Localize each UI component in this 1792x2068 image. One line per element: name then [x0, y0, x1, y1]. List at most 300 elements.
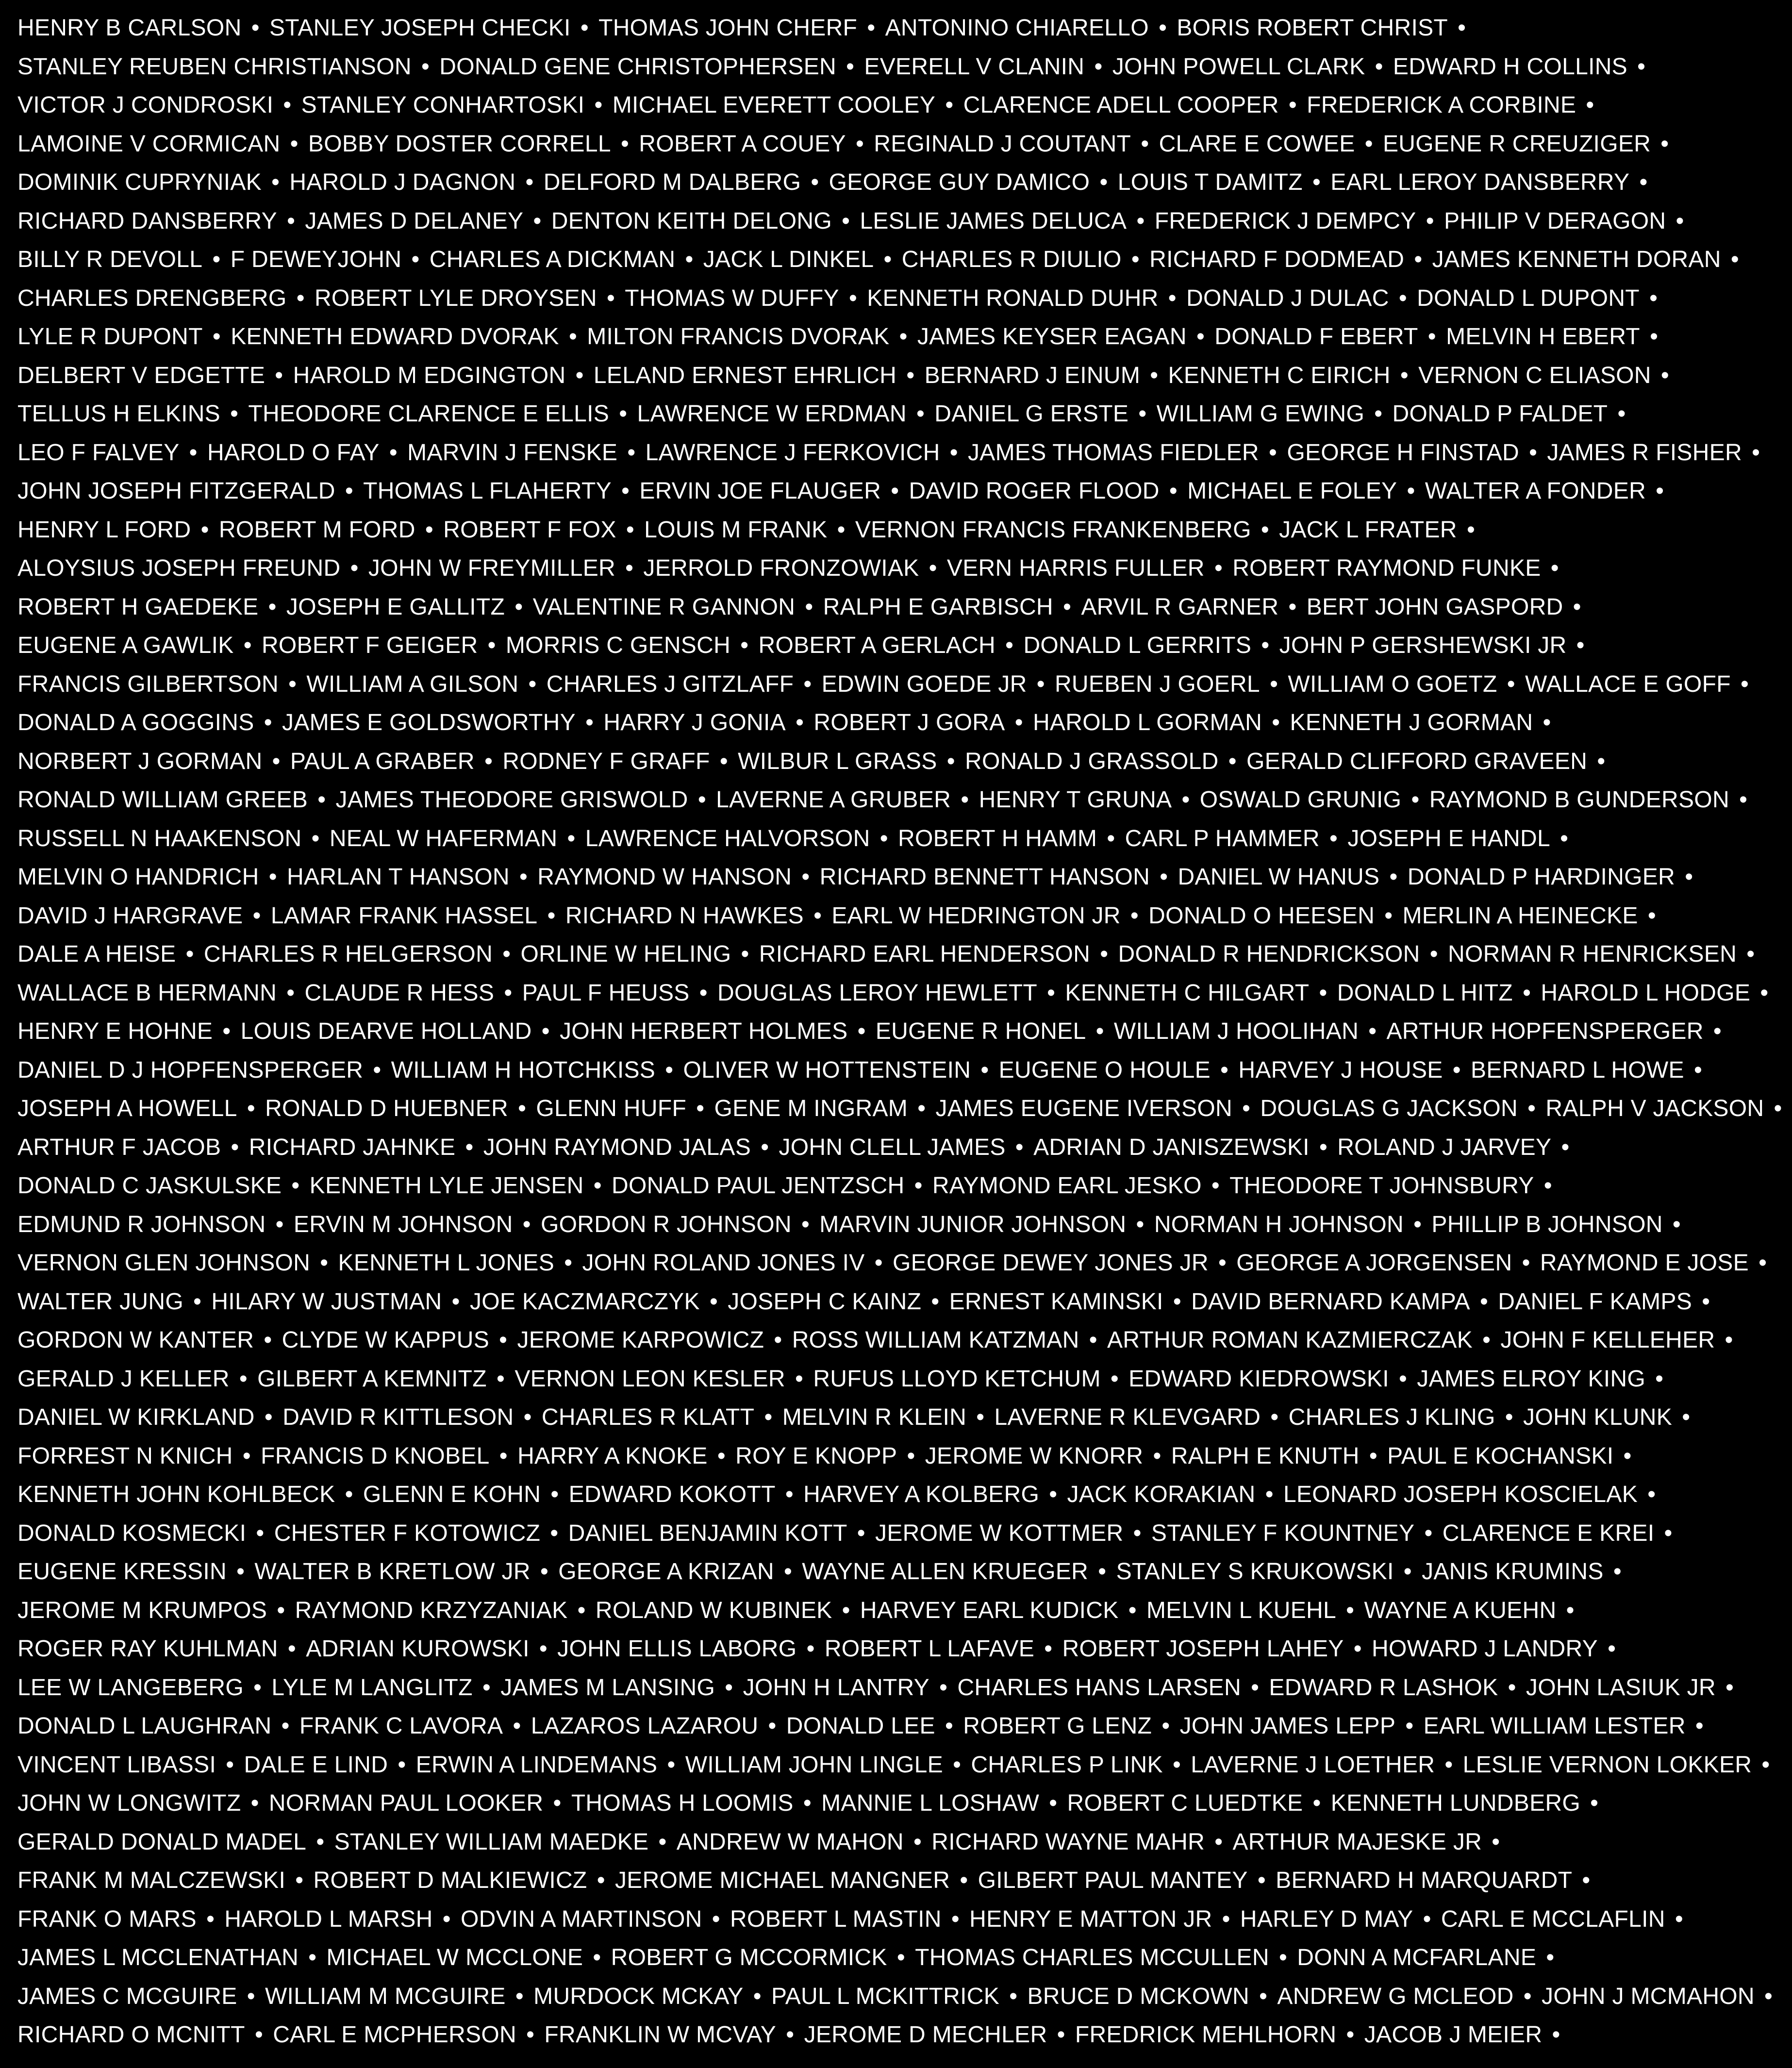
name-separator: • [1761, 1751, 1770, 1778]
name-separator: • [699, 980, 708, 1006]
name-separator: • [1374, 401, 1383, 427]
name-separator: • [1063, 594, 1072, 620]
engraved-name: HOWARD J LANDRY [1372, 1636, 1598, 1662]
name-row [17, 1900, 1683, 1939]
name-separator: • [593, 1945, 601, 1970]
name-separator: • [1036, 671, 1045, 697]
name-separator: • [389, 439, 398, 466]
engraved-name: DONALD PAUL JENTZSCH [612, 1173, 905, 1199]
engraved-name: RODNEY F GRAFF [502, 748, 710, 774]
engraved-name: ROBERT H HAMM [897, 825, 1097, 851]
name-separator: • [1133, 1520, 1142, 1546]
name-separator: • [1044, 1636, 1053, 1662]
name-separator: • [504, 980, 513, 1006]
name-separator: • [320, 1250, 329, 1276]
name-row [17, 1283, 1710, 1321]
name-row [17, 1707, 1704, 1746]
name-separator: • [275, 362, 283, 388]
name-separator: • [1098, 1559, 1107, 1584]
name-separator: • [268, 864, 277, 890]
engraved-name: PAUL A GRABER [290, 748, 475, 774]
name-separator: • [264, 1327, 272, 1353]
engraved-name: KENNETH C EIRICH [1168, 362, 1391, 388]
name-separator: • [753, 1983, 762, 2009]
engraved-name: JERROLD FRONZOWIAK [643, 555, 919, 581]
engraved-name: EDWARD KOKOTT [568, 1482, 776, 1507]
name-separator: • [1211, 1173, 1220, 1199]
engraved-name: DANIEL D J HOPFENSPERGER [17, 1057, 364, 1083]
engraved-name: ROBERT JOSEPH LAHEY [1062, 1636, 1344, 1662]
name-separator: • [226, 1751, 234, 1778]
name-separator: • [1675, 1906, 1683, 1932]
engraved-name: WALTER JUNG [17, 1288, 183, 1315]
name-row [17, 1630, 1616, 1668]
name-separator: • [1760, 980, 1769, 1006]
engraved-name: ROLAND J JARVEY [1337, 1134, 1552, 1160]
engraved-name: MARVIN J FENSKE [407, 439, 618, 466]
engraved-name: JAMES C MCGUIRE [17, 1983, 237, 2009]
engraved-name: WILLIAM O GOETZ [1288, 671, 1497, 697]
engraved-name: VALENTINE R GANNON [532, 594, 796, 620]
name-separator: • [283, 92, 292, 118]
name-separator: • [513, 1713, 521, 1739]
name-row [17, 1475, 1656, 1514]
engraved-name: WILLIAM JOHN LINGLE [685, 1751, 943, 1778]
name-separator: • [1573, 594, 1581, 620]
engraved-name: GEORGE DEWEY JONES JR [892, 1250, 1209, 1276]
name-separator: • [308, 1945, 317, 1970]
engraved-name: RUFUS LLOYD KETCHUM [813, 1366, 1101, 1392]
name-separator: • [425, 517, 433, 543]
engraved-name: EVERELL V CLANIN [864, 53, 1085, 80]
name-separator: • [857, 1018, 866, 1044]
name-separator: • [1752, 439, 1760, 466]
name-separator: • [1523, 1983, 1532, 2009]
name-separator: • [1552, 2022, 1560, 2048]
name-separator: • [1222, 1906, 1230, 1932]
name-separator: • [740, 633, 749, 658]
engraved-name: ERNEST KAMINSKI [949, 1288, 1163, 1315]
engraved-name: JOHN ELLIS LABORG [557, 1636, 797, 1662]
engraved-name: OSWALD GRUNIG [1199, 787, 1402, 813]
engraved-name: RUSSELL N HAAKENSON [17, 825, 302, 851]
engraved-name: DONALD L DUPONT [1417, 285, 1640, 311]
engraved-name: CHARLES A DICKMAN [429, 247, 676, 272]
engraved-name: DANIEL BENJAMIN KOTT [568, 1520, 847, 1546]
name-separator: • [1312, 1790, 1321, 1816]
name-separator: • [268, 594, 277, 620]
name-separator: • [774, 1327, 782, 1353]
name-separator: • [1413, 1211, 1422, 1237]
name-separator: • [1429, 941, 1438, 967]
name-separator: • [1161, 1713, 1170, 1739]
engraved-name: WILLIAM G EWING [1156, 401, 1365, 427]
engraved-name: RICHARD WAYNE MAHR [931, 1829, 1205, 1855]
name-row [17, 1938, 1595, 1977]
engraved-name: STANLEY CONHARTOSKI [301, 92, 585, 118]
engraved-name: FRANK O MARS [17, 1906, 197, 1932]
engraved-name: HAROLD O FAY [207, 439, 380, 466]
name-separator: • [1288, 92, 1297, 118]
name-separator: • [291, 1173, 300, 1199]
name-separator: • [1407, 478, 1415, 504]
name-row [17, 1746, 1770, 1784]
engraved-name: THOMAS CHARLES MCCULLEN [915, 1945, 1269, 1970]
name-separator: • [621, 131, 630, 157]
name-row [17, 1012, 1722, 1051]
name-row [17, 858, 1693, 897]
engraved-name: PAUL E KOCHANSKI [1387, 1443, 1614, 1469]
engraved-name: DALE E LIND [244, 1751, 388, 1778]
engraved-name: HARVEY J HOUSE [1238, 1057, 1443, 1083]
name-separator: • [1128, 1597, 1137, 1623]
name-separator: • [1566, 1597, 1575, 1623]
name-separator: • [1107, 825, 1115, 851]
name-separator: • [398, 1751, 406, 1778]
name-separator: • [594, 92, 603, 118]
engraved-name: JOHN CLELL JAMES [779, 1134, 1006, 1160]
name-row [17, 163, 1648, 202]
engraved-name: HENRY E HOHNE [17, 1018, 213, 1044]
name-separator: • [914, 1173, 923, 1199]
engraved-name: DALE A HEISE [17, 941, 176, 967]
engraved-name: LAWRENCE W ERDMAN [637, 401, 907, 427]
name-row [17, 279, 1658, 318]
name-separator: • [1150, 362, 1159, 388]
name-separator: • [575, 362, 584, 388]
engraved-name: FRANK C LAVORA [299, 1713, 503, 1739]
name-row [17, 1128, 1595, 1167]
name-separator: • [1523, 980, 1531, 1006]
name-separator: • [253, 1674, 262, 1701]
name-separator: • [621, 478, 630, 504]
name-separator: • [1346, 1597, 1355, 1623]
engraved-name: MELVIN O HANDRICH [17, 864, 259, 890]
engraved-name: ROBERT C LUEDTKE [1067, 1790, 1303, 1816]
engraved-name: JOHN H LANTRY [743, 1674, 929, 1701]
name-separator: • [761, 1134, 769, 1160]
name-separator: • [1269, 439, 1278, 466]
name-separator: • [1730, 247, 1740, 272]
engraved-name: EUGENE O HOULE [998, 1057, 1211, 1083]
name-row [17, 974, 1769, 1013]
name-row [17, 1437, 1632, 1476]
engraved-name: LEE W LANGEBERG [17, 1674, 244, 1701]
engraved-name: DOMINIK CUPRYNIAK [17, 169, 262, 195]
engraved-name: CHARLES P LINK [971, 1751, 1163, 1778]
engraved-name: WAYNE A KUEHN [1364, 1597, 1557, 1623]
engraved-name: JAMES L MCCLENATHAN [17, 1945, 299, 1970]
engraved-name: LEO F FALVEY [17, 439, 180, 466]
engraved-name: HAROLD L GORMAN [1032, 710, 1262, 735]
name-separator: • [1214, 555, 1223, 581]
engraved-name: JAMES KENNETH DORAN [1432, 247, 1721, 272]
name-separator: • [1160, 864, 1168, 890]
name-separator: • [247, 1983, 255, 2009]
engraved-name: RAYMOND EARL JESKO [932, 1173, 1202, 1199]
engraved-name: JOHN W FREYMILLER [368, 555, 615, 581]
engraved-name: JEROME KARPOWICZ [517, 1327, 764, 1353]
name-row [17, 1167, 1595, 1205]
name-separator: • [1173, 1288, 1181, 1315]
engraved-name: GERALD J KELLER [17, 1366, 230, 1392]
name-row [17, 742, 1606, 781]
engraved-name: JAMES EUGENE IVERSON [935, 1096, 1232, 1121]
name-separator: • [1414, 247, 1423, 272]
engraved-name: JEROME W KOTTMER [875, 1520, 1124, 1546]
engraved-name: MANNIE L LOSHAW [821, 1790, 1040, 1816]
name-separator: • [252, 902, 261, 929]
name-separator: • [1466, 517, 1476, 543]
name-separator: • [254, 2022, 264, 2048]
engraved-name: BRUCE D MCKOWN [1027, 1983, 1249, 2009]
name-separator: • [1214, 1829, 1223, 1855]
engraved-name: STANLEY F KOUNTNEY [1151, 1520, 1415, 1546]
name-separator: • [1312, 169, 1321, 195]
engraved-name: ROBERT G LENZ [963, 1713, 1152, 1739]
name-separator: • [1014, 710, 1023, 735]
name-separator: • [350, 555, 359, 581]
engraved-name: EARL W HEDRINGTON JR [831, 902, 1121, 929]
engraved-name: HARLAN T HANSON [287, 864, 510, 890]
engraved-name: CHARLES J GITZLAFF [546, 671, 794, 697]
engraved-name: RALPH E GARBISCH [823, 594, 1053, 620]
name-separator: • [741, 941, 749, 967]
name-row [17, 1051, 1703, 1090]
name-separator: • [1482, 1327, 1491, 1353]
name-separator: • [497, 1366, 505, 1392]
name-separator: • [189, 439, 198, 466]
engraved-name: HARRY A KNOKE [517, 1443, 708, 1469]
name-separator: • [345, 478, 353, 504]
engraved-name: ROY E KNOPP [735, 1443, 897, 1469]
engraved-name: ROBERT J GORA [813, 710, 1005, 735]
name-separator: • [1110, 1366, 1119, 1392]
engraved-name: WILLIAM J HOOLIHAN [1113, 1018, 1359, 1044]
name-separator: • [1660, 362, 1669, 388]
name-separator: • [1130, 902, 1139, 929]
engraved-name: DANIEL W KIRKLAND [17, 1404, 255, 1430]
engraved-name: DONALD LEE [786, 1713, 935, 1739]
name-separator: • [1561, 1134, 1570, 1160]
engraved-name: THEODORE CLARENCE E ELLIS [248, 401, 610, 427]
name-separator: • [1136, 1211, 1145, 1237]
engraved-name: RONALD J GRASSOLD [965, 748, 1219, 774]
engraved-name: DENTON KEITH DELONG [551, 208, 832, 234]
engraved-name: CARL E MCPHERSON [273, 2022, 516, 2048]
name-separator: • [1319, 1134, 1328, 1160]
name-separator: • [514, 594, 523, 620]
engraved-name: JOSEPH E HANDL [1347, 825, 1550, 851]
name-separator: • [813, 902, 822, 929]
engraved-name: RICHARD F DODMEAD [1149, 247, 1405, 272]
engraved-name: RICHARD JAHNKE [249, 1134, 456, 1160]
engraved-name: DANIEL F KAMPS [1498, 1288, 1692, 1315]
name-row [17, 1861, 1595, 1900]
engraved-name: CHARLES HANS LARSEN [957, 1674, 1241, 1701]
engraved-name: PHILLIP B JOHNSON [1431, 1211, 1663, 1237]
name-separator: • [547, 902, 556, 929]
engraved-name: ROSS WILLIAM KATZMAN [792, 1327, 1079, 1353]
name-separator: • [1739, 787, 1748, 813]
name-separator: • [1582, 1868, 1591, 1893]
name-separator: • [212, 247, 221, 272]
name-separator: • [1057, 2022, 1065, 2048]
name-separator: • [1270, 671, 1278, 697]
engraved-name: MELVIN L KUEHL [1146, 1597, 1337, 1623]
name-row [17, 1089, 1782, 1128]
name-separator: • [1608, 1636, 1616, 1662]
name-separator: • [1384, 902, 1393, 929]
name-separator: • [1131, 247, 1140, 272]
engraved-name: CLARE E COWEE [1159, 131, 1355, 157]
engraved-name: LAZAROS LAZAROU [531, 1713, 759, 1739]
name-separator: • [945, 1713, 954, 1739]
engraved-name: JOHN HERBERT HOLMES [560, 1018, 848, 1044]
name-separator: • [1613, 1559, 1622, 1584]
engraved-name: KENNETH L JONES [338, 1250, 555, 1276]
engraved-name: JOHN W LONGWITZ [17, 1790, 241, 1816]
name-separator: • [1089, 1327, 1097, 1353]
name-separator: • [1100, 941, 1109, 967]
engraved-name: CHARLES J KLING [1288, 1404, 1495, 1430]
name-separator: • [200, 517, 209, 543]
name-separator: • [619, 401, 628, 427]
name-separator: • [1543, 710, 1551, 735]
engraved-name: ROBERT L MASTIN [730, 1906, 942, 1932]
engraved-name: THOMAS JOHN CHERF [598, 15, 858, 41]
engraved-name: EDWIN GOEDE JR [821, 671, 1027, 697]
name-separator: • [316, 1829, 325, 1855]
name-row [17, 240, 1740, 279]
engraved-name: EARL WILLIAM LESTER [1423, 1713, 1686, 1739]
name-separator: • [1346, 2022, 1355, 2048]
engraved-name: DONALD L GERRITS [1023, 633, 1252, 658]
engraved-name: CHARLES R HELGERSON [203, 941, 493, 967]
name-separator: • [1685, 864, 1693, 890]
name-separator: • [785, 1482, 794, 1507]
engraved-name: RICHARD BENNETT HANSON [819, 864, 1150, 890]
name-separator: • [725, 1674, 733, 1701]
name-separator: • [916, 401, 925, 427]
name-separator: • [1764, 1983, 1773, 2009]
engraved-name: CHARLES R DIULIO [901, 247, 1122, 272]
name-separator: • [842, 208, 850, 234]
name-separator: • [1015, 1134, 1024, 1160]
name-separator: • [1272, 710, 1280, 735]
name-separator: • [1169, 478, 1178, 504]
name-separator: • [1543, 1173, 1552, 1199]
name-separator: • [1660, 131, 1669, 157]
engraved-name: GORDON R JOHNSON [541, 1211, 792, 1237]
engraved-name: FRANKLIN W MCVAY [544, 2022, 777, 2048]
engraved-name: ANDREW W MAHON [676, 1829, 904, 1855]
name-separator: • [906, 362, 915, 388]
name-separator: • [1590, 1790, 1599, 1816]
engraved-name: ORLINE W HELING [520, 941, 731, 967]
engraved-name: MICHAEL W MCCLONE [326, 1945, 583, 1970]
name-separator: • [896, 1945, 905, 1970]
name-separator: • [949, 439, 958, 466]
engraved-name: KENNETH J GORMAN [1290, 710, 1533, 735]
engraved-name: EDWARD KIEDROWSKI [1128, 1366, 1389, 1392]
name-row [17, 1591, 1595, 1630]
name-separator: • [518, 1096, 527, 1121]
name-separator: • [1672, 1211, 1681, 1237]
name-separator: • [1427, 324, 1436, 350]
engraved-name: LAWRENCE HALVORSON [585, 825, 870, 851]
name-separator: • [1637, 53, 1646, 80]
name-separator: • [499, 1327, 508, 1353]
name-separator: • [846, 53, 855, 80]
name-separator: • [1740, 671, 1749, 697]
name-separator: • [719, 748, 728, 774]
name-separator: • [803, 671, 812, 697]
engraved-name: NORMAN R HENRICKSEN [1447, 941, 1737, 967]
engraved-name: BERT JOHN GASPORD [1306, 594, 1563, 620]
name-row [17, 703, 1595, 742]
engraved-name: KENNETH JOHN KOHLBECK [17, 1482, 335, 1507]
name-separator: • [976, 1404, 985, 1430]
name-separator: • [945, 92, 954, 118]
engraved-name: RALPH V JACKSON [1545, 1096, 1764, 1121]
engraved-name: WALTER B KRETLOW JR [254, 1559, 531, 1584]
name-separator: • [411, 247, 420, 272]
name-row [17, 395, 1626, 434]
name-separator: • [1168, 285, 1177, 311]
engraved-name: DANIEL G ERSTE [934, 401, 1129, 427]
name-separator: • [697, 787, 706, 813]
name-separator: • [442, 1906, 451, 1932]
engraved-name: HARVEY EARL KUDICK [860, 1597, 1119, 1623]
engraved-name: DONALD A GOGGINS [17, 710, 254, 735]
name-separator: • [287, 208, 296, 234]
engraved-name: LESLIE JAMES DELUCA [860, 208, 1127, 234]
name-separator: • [805, 594, 813, 620]
name-separator: • [247, 1096, 255, 1121]
engraved-name: NORBERT J GORMAN [17, 748, 263, 774]
engraved-name: JEROME M KRUMPOS [17, 1597, 267, 1623]
engraved-name: MICHAEL E FOLEY [1187, 478, 1397, 504]
engraved-name: REGINALD J COUTANT [874, 131, 1131, 157]
engraved-name: DAVID ROGER FLOOD [909, 478, 1160, 504]
engraved-name: WALLACE B HERMANN [17, 980, 277, 1006]
name-separator: • [1492, 1829, 1500, 1855]
name-row [17, 356, 1669, 395]
name-separator: • [550, 1520, 559, 1546]
engraved-name: CLYDE W KAPPUS [282, 1327, 490, 1353]
engraved-name: RALPH E KNUTH [1171, 1443, 1360, 1469]
name-separator: • [1403, 1559, 1412, 1584]
name-separator: • [519, 864, 528, 890]
name-separator: • [567, 825, 576, 851]
engraved-name: F DEWEYJOHN [230, 247, 402, 272]
name-separator: • [891, 478, 899, 504]
name-separator: • [515, 1983, 524, 2009]
engraved-name: PAUL L MCKITTRICK [771, 1983, 1000, 2009]
engraved-name: DONALD KOSMECKI [17, 1520, 247, 1546]
name-separator: • [577, 1597, 586, 1623]
name-separator: • [564, 1250, 573, 1276]
engraved-name: CHESTER F KOTOWICZ [274, 1520, 541, 1546]
engraved-name: JACK L FRATER [1279, 517, 1457, 543]
engraved-name: ARTHUR ROMAN KAZMIERCZAK [1107, 1327, 1473, 1353]
name-separator: • [271, 169, 280, 195]
name-separator: • [1423, 1906, 1431, 1932]
name-separator: • [1550, 555, 1559, 581]
name-separator: • [1353, 1636, 1362, 1662]
name-separator: • [1452, 1057, 1461, 1083]
